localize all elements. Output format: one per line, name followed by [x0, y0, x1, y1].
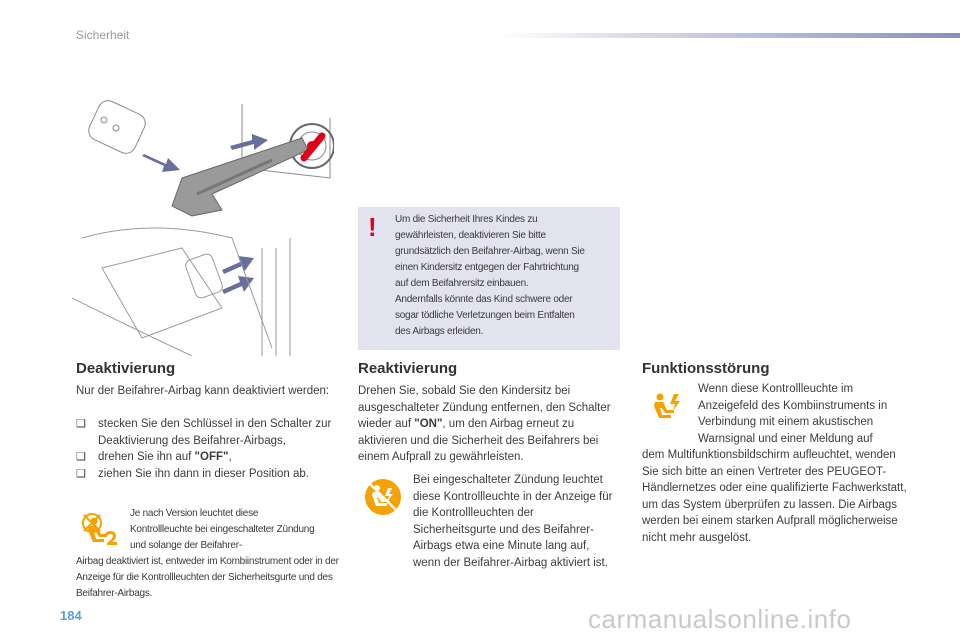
airbag-off-warning-icon — [80, 513, 124, 547]
list-item — [76, 466, 341, 483]
reaktivierung-text — [358, 383, 620, 466]
list-item — [76, 449, 341, 466]
airbag-key-switch-illustration — [72, 98, 334, 356]
warning-exclamation-icon: ! — [368, 212, 377, 242]
page-number: 184 — [60, 608, 82, 623]
step-text: , — [228, 451, 232, 463]
deaktivierung-note-rest: Airbag deaktiviert ist, entweder im Kombiinstrument oder in der Anzeige für die Kontrollleuchten der Sicherheitsgurte und des Beifahrer-Airbags. — [76, 556, 339, 599]
checkbox-bullet-icon: ❑ — [76, 451, 86, 463]
step-text: drehen Sie ihn auf — [98, 451, 195, 463]
heading-deaktivierung: Deaktivierung — [76, 360, 176, 377]
list-item — [76, 416, 341, 449]
reaktivierung-note: Bei eingeschalteter Zündung leuchtet diese Kontrollleuchte in der Anzeige für die Kontrollleuchten der Sicherheitsgurte und des Beifahrer-Airbags etwa eine Minute lang auf, wenn der Beifahrer-Airbag aktiviert ist. — [413, 474, 613, 569]
funktionsstoerung-rest: dem Multifunktionsbildschirm aufleuchtet, wenden Sie sich bitte an einen Vertreter des PEUGEOT-Händlernetzes oder eine qualifizierte Fachwerkstatt, um das System überprüfen zu lassen. Die Airbags werden bei einem starken Aufprall möglicherweise nicht mehr ausgelöst. — [642, 449, 907, 544]
step-keyword: "OFF" — [194, 451, 229, 463]
deaktivierung-steps — [76, 416, 341, 482]
reaktivierung-text-part: , um den Airbag erneut zu aktivieren und die Sicherheit des Beifahrers bei einem Aufprall zu gewährleisten. — [358, 418, 599, 463]
heading-funktionsstoerung: Funktionsstörung — [642, 360, 770, 377]
warning-text: Um die Sicherheit Ihres Kindes zu gewährleisten, deaktivieren Sie bitte grundsätzlich den Beifahrer-Airbag, wenn Sie einen Kindersitz entgegen der Fahrtrichtung auf dem Beifahrersitz einbauen. Andernfalls könnte das Kind schwere oder sogar tödliche Verletzungen beim Entfalten des Airbags erleiden. — [395, 214, 585, 337]
child-safety-warning-box — [358, 207, 620, 350]
step-text: stecken Sie den Schlüssel in den Schalter zur Deaktivierung des Beifahrer-Airbags, — [98, 418, 332, 447]
deaktivierung-intro: Nur der Beifahrer-Airbag kann deaktiviert werden: — [76, 385, 330, 397]
reaktivierung-text-part: Drehen Sie, sobald Sie den Kindersitz bei ausgeschalteter Zündung entfernen, den Schalter wieder auf — [358, 385, 611, 430]
deaktivierung-note-lead: Je nach Version leuchtet diese Kontrollleuchte bei eingeschalteter Zündung und solange der Beifahrer- — [130, 508, 315, 551]
heading-reaktivierung: Reaktivierung — [358, 360, 458, 377]
section-title: Sicherheit — [76, 28, 130, 42]
reaktivierung-keyword: "ON" — [414, 418, 443, 430]
step-text: ziehen Sie ihn dann in dieser Position ab. — [98, 467, 309, 480]
checkbox-bullet-icon: ❑ — [76, 418, 86, 430]
funktionsstoerung-lead: Wenn diese Kontrollleuchte im Anzeigefeld des Kombiinstruments in Verbindung mit einem akustischen Warnsignal und einer Meldung auf — [698, 383, 888, 445]
watermark: carmanualsonline.info — [588, 604, 852, 634]
airbag-fault-warning-icon — [650, 392, 686, 424]
checkbox-bullet-icon: ❑ — [76, 467, 86, 480]
header-bar — [500, 33, 960, 38]
airbag-on-warning-icon — [364, 478, 402, 516]
